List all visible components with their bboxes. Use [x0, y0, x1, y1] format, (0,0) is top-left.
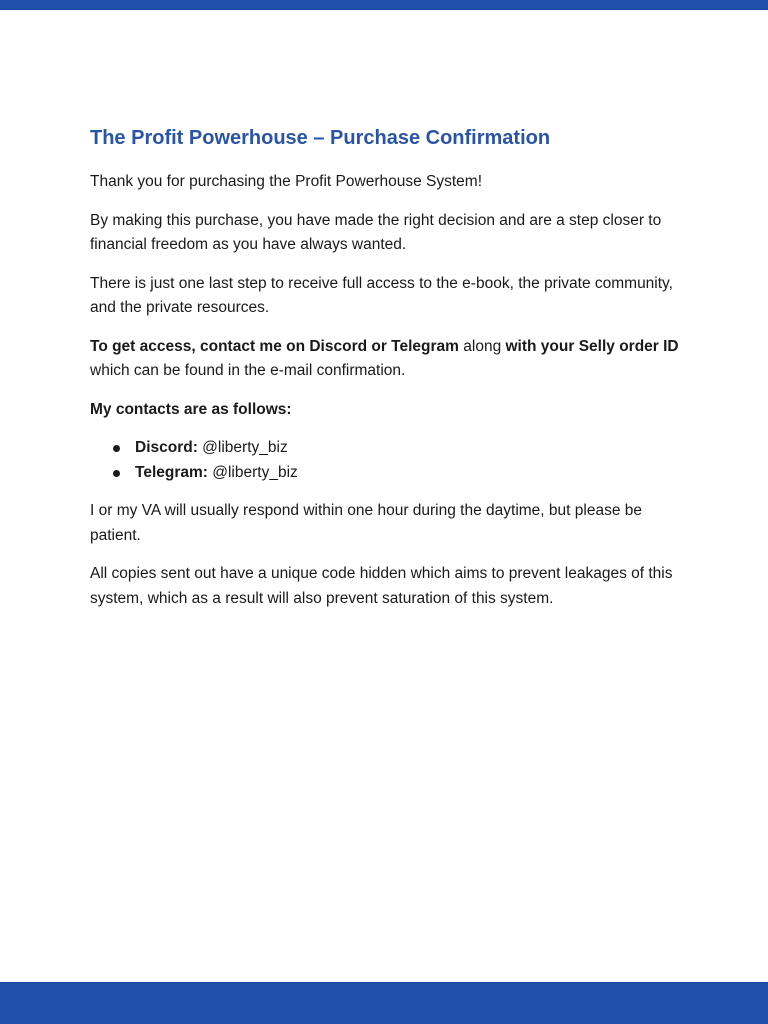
access-paragraph — [90, 335, 682, 384]
contact-item-discord — [90, 436, 682, 461]
page-title: The Profit Powerhouse – Purchase Confirmation — [90, 127, 551, 149]
bullet-icon — [113, 470, 120, 477]
contacts-list — [90, 436, 682, 485]
decision-paragraph: By making this purchase, you have made the right decision and are a step closer to financial freedom as you have always wanted. — [90, 211, 662, 253]
access-instruction-bold: To get access, contact me on Discord or Telegram — [90, 337, 459, 355]
contacts-heading: My contacts are as follows: — [90, 400, 292, 418]
access-connector-text: along — [458, 337, 506, 355]
contact-item-telegram — [90, 461, 682, 486]
header-bar — [0, 0, 768, 10]
order-id-note: which can be found in the e-mail confirmation. — [90, 362, 406, 379]
contact-handle: @liberty_biz — [207, 463, 298, 481]
bullet-icon — [113, 445, 120, 452]
contact-label: Telegram: — [135, 463, 208, 481]
order-id-bold: with your Selly order ID — [505, 337, 679, 355]
response-paragraph: I or my VA will usually respond within one hour during the daytime, but please be patient. — [90, 502, 642, 544]
copies-paragraph: All copies sent out have a unique code hidden which aims to prevent leakages of this system, which as a result will also prevent saturation of this system. — [90, 565, 673, 607]
contact-label: Discord: — [135, 439, 198, 456]
footer-bar — [0, 982, 768, 1024]
thanks-paragraph: Thank you for purchasing the Profit Powerhouse System! — [90, 173, 483, 190]
contact-handle: @liberty_biz — [197, 439, 288, 456]
last-step-paragraph: There is just one last step to receive full access to the e-book, the private community, and the private resources. — [90, 274, 673, 316]
document-body — [90, 124, 682, 625]
